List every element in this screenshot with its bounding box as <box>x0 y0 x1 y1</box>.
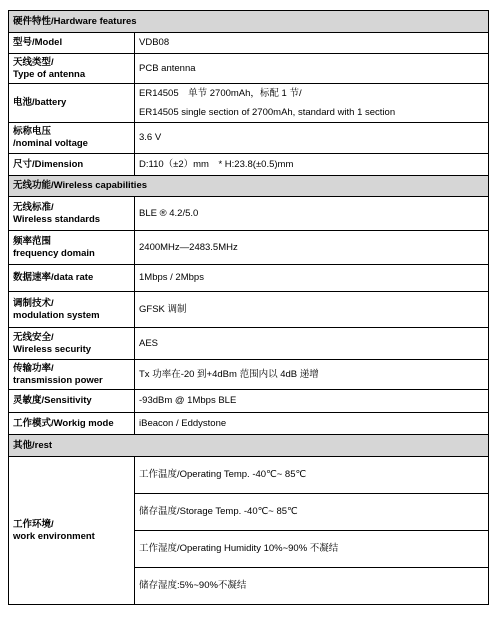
table-row <box>9 84 489 123</box>
row-label-line: work environment <box>13 530 95 542</box>
table-row <box>9 123 489 154</box>
row-label <box>9 360 135 390</box>
table-row <box>9 33 489 54</box>
row-label <box>9 231 135 265</box>
row-label-line: frequency domain <box>13 247 95 259</box>
row-label-line: modulation system <box>13 309 100 321</box>
row-value: AES <box>135 328 489 360</box>
row-value: 工作湿度/Operating Humidity 10%~90% 不凝结 <box>135 531 489 568</box>
row-label-line: 频率范围 <box>13 235 52 247</box>
table-row <box>9 413 489 435</box>
row-label-line: 传输功率/ <box>13 362 54 374</box>
section-title: 硬件特性/Hardware features <box>9 11 489 33</box>
row-label <box>9 328 135 360</box>
row-value: BLE ® 4.2/5.0 <box>135 197 489 231</box>
row-value: 3.6 V <box>135 123 489 154</box>
row-label <box>9 123 135 154</box>
row-label-line: transmission power <box>13 374 103 386</box>
section-rest <box>9 435 489 457</box>
section-title: 其他/rest <box>9 435 489 457</box>
row-value: 储存湿度:5%~90%不凝结 <box>135 568 489 605</box>
row-label: 灵敏度/Sensitivity <box>9 390 135 413</box>
table-row <box>9 390 489 413</box>
row-label-line: 标称电压 <box>13 126 52 137</box>
table-row <box>9 231 489 265</box>
row-label-line: 无线标准/ <box>13 201 54 213</box>
row-label-line: Wireless security <box>13 343 92 355</box>
row-label: 型号/Model <box>9 33 135 54</box>
table-row <box>9 292 489 328</box>
spec-table <box>8 10 489 605</box>
table-row <box>9 154 489 176</box>
row-value: 2400MHz—2483.5MHz <box>135 231 489 265</box>
row-label-line: 天线类型/ <box>13 56 54 68</box>
row-label: 尺寸/Dimension <box>9 154 135 176</box>
row-label-line: /nominal voltage <box>13 138 88 149</box>
row-label-line: Type of antenna <box>13 68 86 80</box>
table-row <box>9 54 489 84</box>
row-value: 工作温度/Operating Temp. -40℃~ 85℃ <box>135 457 489 494</box>
row-label <box>9 457 135 605</box>
row-value: 1Mbps / 2Mbps <box>135 265 489 292</box>
table-row <box>9 457 489 494</box>
row-label-line: 调制技术/ <box>13 297 54 309</box>
table-row <box>9 328 489 360</box>
row-value: VDB08 <box>135 33 489 54</box>
table-row <box>9 360 489 390</box>
section-hardware <box>9 11 489 33</box>
row-label-line: Wireless standards <box>13 213 101 225</box>
row-value: iBeacon / Eddystone <box>135 413 489 435</box>
row-label-line: 工作环境/ <box>13 518 54 530</box>
row-value: PCB antenna <box>135 54 489 84</box>
row-label <box>9 197 135 231</box>
row-value: Tx 功率在-20 到+4dBm 范围内以 4dB 递增 <box>135 360 489 390</box>
row-label <box>9 54 135 84</box>
row-label <box>9 292 135 328</box>
table-row <box>9 197 489 231</box>
row-label-line: 无线安全/ <box>13 331 54 343</box>
section-wireless <box>9 176 489 197</box>
section-title: 无线功能/Wireless capabilities <box>9 176 489 197</box>
row-value: 储存温度/Storage Temp. -40℃~ 85℃ <box>135 494 489 531</box>
row-value: -93dBm @ 1Mbps BLE <box>135 390 489 413</box>
table-row <box>9 265 489 292</box>
row-label: 工作模式/Workig mode <box>9 413 135 435</box>
row-value: GFSK 调制 <box>135 292 489 328</box>
row-value-line: ER14505 single section of 2700mAh, standard with 1 section <box>139 107 396 118</box>
row-value-line: ER14505 单节 2700mAh，标配 1 节/ <box>139 88 302 99</box>
row-label: 数据速率/data rate <box>9 265 135 292</box>
row-value: D:110（±2）mm * H:23.8(±0.5)mm <box>135 154 489 176</box>
row-value <box>135 84 489 123</box>
row-label: 电池/battery <box>9 84 135 123</box>
